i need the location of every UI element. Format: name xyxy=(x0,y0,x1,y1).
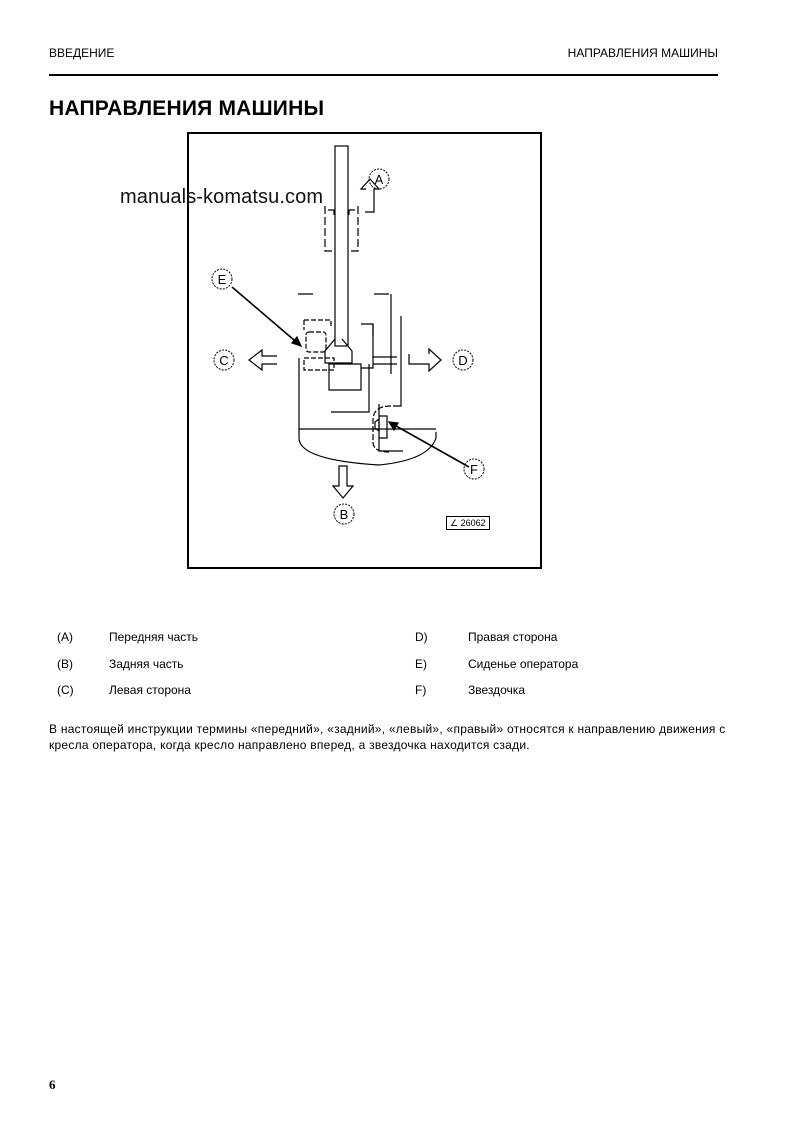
legend-label: Левая сторона xyxy=(109,683,191,697)
leader-line-e xyxy=(232,287,301,346)
attachment-icon xyxy=(325,206,358,251)
arrow-rear-icon xyxy=(333,466,353,498)
arrow-right-icon xyxy=(409,349,441,371)
legend-label: Задняя часть xyxy=(109,657,184,671)
callout-b-label: B xyxy=(339,507,349,522)
body-paragraph: В настоящей инструкции термины «передний», «задний», «левый», «правый» относятся к направлению движения с кресла оператора, когда кресло направлено вперед, а звездочка находится сзади. xyxy=(49,722,726,752)
page-title: НАПРАВЛЕНИЯ МАШИНЫ xyxy=(49,97,325,120)
watermark: manuals-komatsu.com xyxy=(120,186,324,208)
legend-key: (A) xyxy=(57,630,73,644)
legend-label: Передняя часть xyxy=(109,630,199,644)
legend-key: D) xyxy=(415,630,428,644)
running-header xyxy=(49,46,718,60)
figure-code: ∠ 26062 xyxy=(446,516,490,530)
page-number: 6 xyxy=(49,1077,56,1092)
legend-key: E) xyxy=(415,657,427,671)
callout-f-label: F xyxy=(470,462,478,477)
legend-label: Сиденье оператора xyxy=(468,657,579,671)
callout-d-label: D xyxy=(458,353,468,368)
arrow-left-icon xyxy=(249,350,277,370)
legend-label: Звездочка xyxy=(468,683,525,697)
callout-c-label: C xyxy=(219,353,229,368)
chapter-name: НАПРАВЛЕНИЯ МАШИНЫ xyxy=(567,46,718,60)
operator-seat-icon xyxy=(306,332,326,352)
callout-a-label: A xyxy=(374,172,384,187)
legend-key: (B) xyxy=(57,657,73,671)
boom-icon xyxy=(335,146,348,346)
header-rule xyxy=(49,74,718,76)
callout-e-label: E xyxy=(217,272,227,287)
legend-label: Правая сторона xyxy=(468,630,558,644)
legend-key: F) xyxy=(415,683,427,697)
legend-key: (C) xyxy=(57,683,74,697)
section-name: ВВЕДЕНИЕ xyxy=(49,46,115,60)
